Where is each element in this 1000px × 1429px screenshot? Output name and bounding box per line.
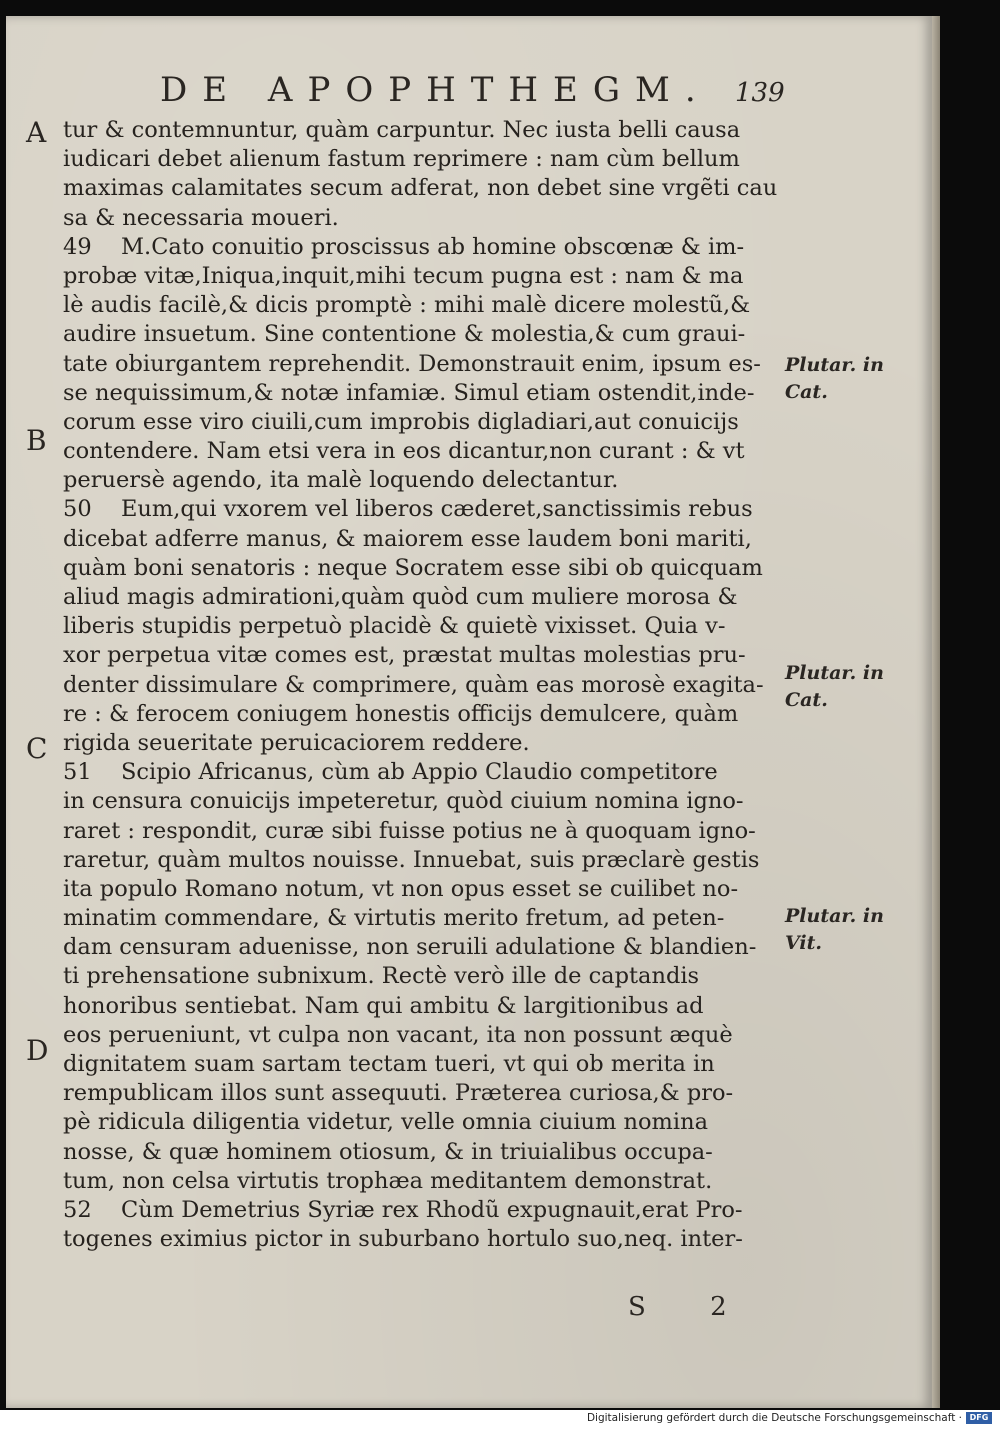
marginal-note-line: Plutar. in	[785, 354, 884, 376]
text-line	[63, 408, 783, 437]
page-number: 139	[735, 78, 785, 108]
text-line	[63, 379, 783, 408]
text-line	[63, 612, 783, 641]
text-line	[63, 1196, 783, 1225]
line-text: denter dissimulare & comprimere, quàm eas morosè exagita-	[63, 671, 764, 698]
text-line	[63, 641, 783, 670]
line-text: honoribus sentiebat. Nam qui ambitu & largitionibus ad	[63, 992, 704, 1019]
text-line	[63, 1050, 783, 1079]
section-number: 49	[63, 233, 92, 260]
marginal-note	[785, 660, 905, 714]
line-text: rigida seueritate peruicaciorem reddere.	[63, 729, 530, 756]
text-line	[63, 262, 783, 291]
text-line	[63, 787, 783, 816]
line-text: rempublicam illos sunt assequuti. Præterea curiosa,& pro-	[63, 1080, 734, 1107]
text-line	[63, 1079, 783, 1108]
text-line	[63, 933, 783, 962]
text-line	[63, 437, 783, 466]
line-text: togenes eximius pictor in suburbano hortulo suo,neq. inter-	[63, 1226, 743, 1253]
line-text: peruersè agendo, ita malè loquendo delectantur.	[63, 467, 619, 494]
line-text: tum, non celsa virtutis trophæa meditantem demonstrat.	[63, 1167, 713, 1194]
line-text: iudicari debet alienum fastum reprimere : nam cùm bellum	[63, 146, 740, 173]
marginal-note-line: Plutar. in	[785, 662, 884, 684]
line-text: sa & necessaria moueri.	[63, 204, 339, 231]
text-line	[63, 904, 783, 933]
text-line	[63, 291, 783, 320]
margin-letter-a: A	[26, 116, 47, 149]
section-number: 52	[63, 1196, 92, 1223]
text-line	[63, 145, 783, 174]
line-text: aliud magis admirationi,quàm quòd cum muliere morosa &	[63, 584, 738, 610]
marginal-note-line: Vit.	[785, 932, 823, 954]
line-text: se nequissimum,& notæ infamiæ. Simul etiam ostendit,inde-	[63, 379, 755, 406]
text-line	[63, 174, 783, 203]
text-line	[63, 1108, 783, 1137]
text-line	[63, 1225, 783, 1254]
text-line	[63, 350, 783, 379]
text-line	[63, 700, 783, 729]
text-line	[63, 525, 783, 554]
text-line	[63, 962, 783, 991]
line-text: liberis stupidis perpetuò placidè & quietè vixisset. Quia v-	[63, 613, 726, 640]
line-text: Eum,qui vxorem vel liberos cæderet,sanctissimis rebus	[121, 496, 753, 523]
line-text: dam censuram aduenisse, non seruili adulatione & blandien-	[63, 934, 757, 961]
line-text: raretur, quàm multos nouisse. Innuebat, suis præclarè gestis	[63, 846, 760, 873]
line-text: dignitatem suam sartam tectam tueri, vt qui ob merita in	[63, 1051, 715, 1077]
running-head: DE APOPHTHEGM.	[160, 70, 711, 110]
text-line	[63, 671, 783, 700]
line-text: M.Cato conuitio proscissus ab homine obscœnæ & im-	[121, 233, 745, 260]
text-line	[63, 583, 783, 612]
line-text: nosse, & quæ hominem otiosum, & in triuialibus occupa-	[63, 1138, 713, 1165]
margin-letter-d: D	[26, 1034, 49, 1067]
marginal-note-line: Cat.	[785, 689, 828, 711]
line-text: dicebat adferre manus, & maiorem esse laudem boni mariti,	[63, 525, 752, 552]
line-text: eos perueniunt, vt culpa non vacant, ita non possunt æquè	[63, 1021, 733, 1048]
line-text: tur & contemnuntur, quàm carpuntur. Nec iusta belli causa	[63, 117, 741, 143]
text-line	[63, 116, 783, 145]
line-text: audire insuetum. Sine contentione & molestia,& cum graui-	[63, 321, 746, 348]
text-line	[63, 1138, 783, 1167]
line-text: ti prehensatione subnixum. Rectè verò ille de captandis	[63, 963, 700, 990]
margin-letter-b: B	[26, 424, 47, 457]
text-line	[63, 204, 783, 233]
line-text: minatim commendare, & virtutis merito fretum, ad peten-	[63, 905, 725, 932]
line-text: in censura conuicijs impeteretur, quòd ciuium nomina igno-	[63, 788, 744, 815]
text-line	[63, 495, 783, 524]
line-text: re : & ferocem coniugem honestis officijs demulcere, quàm	[63, 700, 739, 727]
text-line	[63, 817, 783, 846]
line-text: xor perpetua vitæ comes est, præstat multas molestias pru-	[63, 642, 746, 669]
text-line	[63, 1021, 783, 1050]
margin-letter-c: C	[26, 732, 48, 765]
marginal-note-line: Plutar. in	[785, 905, 884, 927]
text-line	[63, 554, 783, 583]
text-line	[63, 1167, 783, 1196]
line-text: contendere. Nam etsi vera in eos dicantur,non curant : & vt	[63, 438, 745, 465]
text-line	[63, 992, 783, 1021]
dfg-logo: DFG	[966, 1412, 992, 1424]
page-edge	[932, 16, 940, 1408]
text-line	[63, 233, 783, 262]
line-text: corum esse viro ciuili,cum improbis digladiari,aut conuicijs	[63, 408, 739, 435]
section-number: 51	[63, 759, 92, 786]
text-line	[63, 846, 783, 875]
signature-mark: S 2	[628, 1292, 755, 1322]
line-text: Scipio Africanus, cùm ab Appio Claudio competitore	[121, 759, 718, 786]
marginal-note-line: Cat.	[785, 381, 828, 403]
text-line	[63, 758, 783, 787]
line-text: lè audis facilè,& dicis promptè : mihi malè dicere molestũ,&	[63, 292, 751, 319]
line-text: pè ridicula diligentia videtur, velle omnia ciuium nomina	[63, 1109, 708, 1136]
text-block	[63, 116, 783, 1254]
line-text: tate obiurgantem reprehendit. Demonstrauit enim, ipsum es-	[63, 350, 761, 377]
section-number: 50	[63, 496, 92, 523]
text-line	[63, 320, 783, 349]
marginal-note	[785, 352, 905, 406]
line-text: raret : respondit, curæ sibi fuisse potius ne à quoquam igno-	[63, 817, 756, 844]
marginal-note	[785, 903, 905, 957]
footer-credit: Digitalisierung gefördert durch die Deutsche Forschungsgemeinschaft ·	[586, 1412, 962, 1424]
line-text: maximas calamitates secum adferat, non debet sine vrgẽti cau	[63, 175, 778, 202]
text-line	[63, 729, 783, 758]
text-line	[63, 875, 783, 904]
line-text: ita populo Romano notum, vt non opus esset se cuilibet no-	[63, 875, 739, 902]
line-text: Cùm Demetrius Syriæ rex Rhodũ expugnauit,erat Pro-	[121, 1196, 743, 1223]
text-line	[63, 466, 783, 495]
line-text: probæ vitæ,Iniqua,inquit,mihi tecum pugna est : nam & ma	[63, 262, 744, 289]
line-text: quàm boni senatoris : neque Socratem esse sibi ob quicquam	[63, 554, 763, 581]
